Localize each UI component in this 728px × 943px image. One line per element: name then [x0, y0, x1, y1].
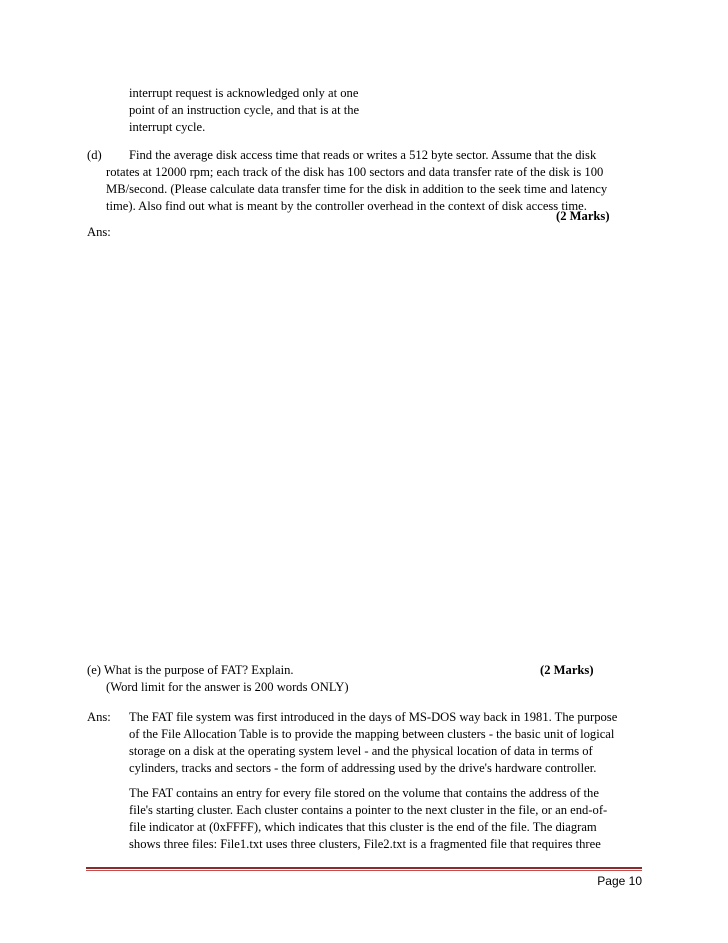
- page-number: Page 10: [597, 874, 642, 888]
- footer-rule-accent: [86, 870, 642, 871]
- answer-paragraph-2-line-1: The FAT contains an entry for every file stored on the volume that contains the address of the: [129, 786, 599, 800]
- answer-paragraph-1-line-2: of the File Allocation Table is to provide the mapping between clusters - the basic unit of logical: [129, 727, 615, 741]
- answer-paragraph-1-line-1: The FAT file system was first introduced in the days of MS-DOS way back in 1981. The purpose: [129, 710, 618, 724]
- footer-rule: [86, 867, 642, 869]
- answer-paragraph-2-line-3: file indicator at (0xFFFF), which indicates that this cluster is the end of the file. The diagram: [129, 820, 597, 834]
- question-e-ans-label: Ans:: [87, 710, 111, 724]
- question-e-line-1: (e) What is the purpose of FAT? Explain.: [87, 663, 294, 677]
- continued-text-line-1: interrupt request is acknowledged only at one: [129, 86, 359, 100]
- question-d-marks: (2 Marks): [556, 209, 610, 223]
- question-d-line-4: time). Also find out what is meant by the controller overhead in the context of disk access time.: [106, 199, 587, 213]
- continued-text-line-3: interrupt cycle.: [129, 120, 206, 134]
- question-d-line-2: rotates at 12000 rpm; each track of the disk has 100 sectors and data transfer rate of the disk is 100: [106, 165, 604, 179]
- continued-text-line-2: point of an instruction cycle, and that is at the: [129, 103, 360, 117]
- question-e-marks: (2 Marks): [540, 663, 594, 677]
- answer-paragraph-2-line-2: file's starting cluster. Each cluster contains a pointer to the next cluster in the file, or an end-of-: [129, 803, 608, 817]
- question-d-ans-label: Ans:: [87, 225, 111, 239]
- answer-paragraph-2-line-4: shows three files: File1.txt uses three clusters, File2.txt is a fragmented file that requires three: [129, 837, 601, 851]
- answer-paragraph-1-line-4: cylinders, tracks and sectors - the form of addressing used by the drive's hardware controller.: [129, 761, 597, 775]
- question-d-line-3: MB/second. (Please calculate data transfer time for the disk in addition to the seek time and latency: [106, 182, 608, 196]
- answer-paragraph-1-line-3: storage on a disk at the operating system level - and the physical location of data in terms of: [129, 744, 593, 758]
- question-e-word-limit: (Word limit for the answer is 200 words ONLY): [106, 680, 349, 694]
- question-d-line-1: Find the average disk access time that reads or writes a 512 byte sector. Assume that the disk: [129, 148, 597, 162]
- question-d-label: (d): [87, 148, 102, 162]
